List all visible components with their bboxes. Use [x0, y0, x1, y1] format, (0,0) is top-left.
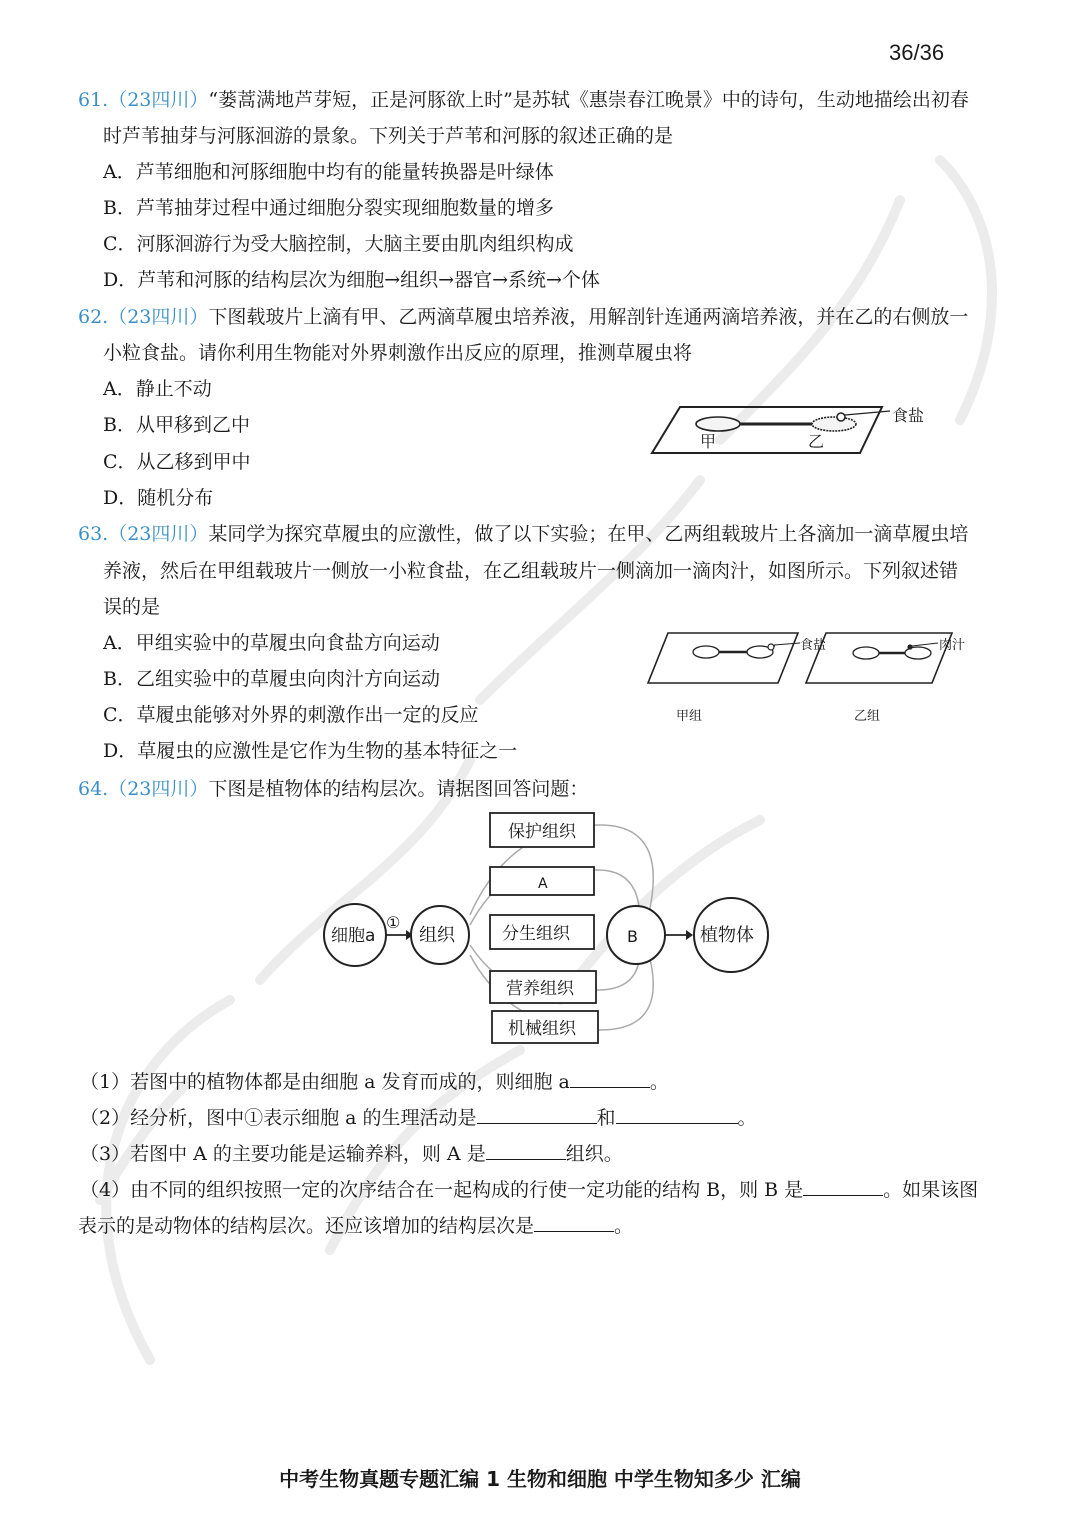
- juice-leader: [912, 643, 938, 646]
- q64-part4-blank2[interactable]: [534, 1213, 614, 1232]
- q63-option-c: C．草履虫能够对外界的刺激作出一定的反应: [103, 704, 479, 726]
- plant-structure-diagram: [310, 805, 780, 1055]
- page-number: 36/36: [889, 40, 945, 65]
- q62-slide-figure: [640, 395, 940, 465]
- q64-stem-line: [78, 777, 588, 801]
- q62-option-d: D．随机分布: [103, 487, 214, 509]
- q61-source: （23四川）: [108, 89, 209, 111]
- q61-number: 61.: [78, 89, 109, 111]
- q62-stem-line2: 小粒食盐。请你利用生物能对外界刺激作出反应的原理，推测草履虫将: [103, 342, 693, 364]
- q63-stem-text: 某同学为探究草履虫的应激性，做了以下实验；在甲、乙两组载玻片上各滴加一滴草履虫培: [208, 523, 969, 545]
- q64-part4-blank1[interactable]: [803, 1177, 883, 1196]
- mechanical-tissue-label: 机械组织: [508, 1019, 576, 1039]
- q64-part3-blank[interactable]: [486, 1141, 566, 1160]
- meat-juice-drop: [907, 644, 912, 649]
- salt-label: 食盐: [892, 406, 925, 425]
- group-b-label: 乙组: [854, 709, 881, 724]
- drop-b-left: [853, 647, 879, 659]
- drop-a-left: [693, 646, 719, 658]
- q64-part2-and: 和: [596, 1107, 616, 1129]
- b-label: B: [627, 927, 638, 946]
- q61-stem-line2: 时芦苇抽芽与河豚洄游的景象。下列关于芦苇和河豚的叙述正确的是: [103, 125, 674, 147]
- page-footer: 中考生物真题专题汇编 1 生物和细胞 中学生物知多少 汇编: [279, 1467, 801, 1491]
- juice-label: 肉汁: [939, 638, 966, 653]
- cell-a-label: 细胞a: [331, 926, 376, 946]
- q61-stem-text: “蒌蒿满地芦芽短，正是河豚欲上时”是苏轼《惠崇春江晚景》中的诗句，生动地描绘出初春: [208, 89, 969, 111]
- salt-grain-a: [768, 644, 774, 650]
- q64-part1-text: （1）若图中的植物体都是由细胞 a 发育而成的，则细胞 a: [80, 1071, 570, 1093]
- q64-part4-text-b: 。如果该图: [883, 1179, 979, 1201]
- q64-stem-text: 下图是植物体的结构层次。请据图回答问题：: [208, 778, 589, 800]
- q62-number: 62.: [78, 306, 109, 328]
- box-a-label: A: [538, 876, 548, 892]
- q64-part4-text: （4）由不同的组织按照一定的次序结合在一起构成的行使一定功能的结构 B，则 B 是: [80, 1179, 804, 1201]
- q64-part1-blank[interactable]: [570, 1069, 650, 1088]
- q63-option-d: D．草履虫的应激性是它作为生物的基本特征之一: [103, 740, 518, 762]
- q64-source: （23四川）: [108, 778, 209, 800]
- q64-number: 64.: [78, 778, 109, 800]
- q64-part2: [80, 1105, 757, 1130]
- q64-part2-text: （2）经分析，图中: [80, 1107, 245, 1129]
- q61-option-c: C．河豚洄游行为受大脑控制，大脑主要由肌肉组织构成: [103, 233, 574, 255]
- q62-option-c: C．从乙移到甲中: [103, 451, 251, 473]
- q64-part4-line2: [78, 1213, 633, 1238]
- q62-source: （23四川）: [108, 306, 209, 328]
- q64-part3-text: （3）若图中 A 的主要功能是运输养料，则 A 是: [80, 1143, 486, 1165]
- q63-slides-figure: [640, 625, 980, 730]
- q62-option-b: B．从甲移到乙中: [103, 414, 250, 436]
- drop-right: [812, 417, 856, 431]
- q61-option-b: B．芦苇抽芽过程中通过细胞分裂实现细胞数量的增多: [103, 197, 554, 219]
- slide-group-b: [806, 633, 952, 683]
- q63-option-b: B．乙组实验中的草履虫向肉汁方向运动: [103, 668, 440, 690]
- q62-stem-text: 下图载玻片上滴有甲、乙两滴草履虫培养液，用解剖针连通两滴培养液，并在乙的右侧放一: [208, 306, 969, 328]
- q63-number: 63.: [78, 523, 109, 545]
- q64-part2-circled-1: ①: [244, 1107, 264, 1129]
- q64-part2-blank1[interactable]: [477, 1105, 597, 1124]
- q64-part4-line1: [80, 1177, 978, 1202]
- q62-stem-line1: [78, 305, 968, 329]
- q64-part4-end: 。: [614, 1215, 634, 1237]
- q63-source: （23四川）: [108, 523, 209, 545]
- step-1-label: ①: [386, 913, 401, 932]
- q64-part2-end: 。: [737, 1107, 757, 1129]
- tissue-label: 组织: [419, 925, 455, 946]
- label-jia: 甲: [700, 432, 717, 451]
- salt-leader-line: [845, 411, 890, 415]
- q63-stem-line2: 养液，然后在甲组载玻片一侧放一小粒食盐，在乙组载玻片一侧滴加一滴肉汁，如图所示。下列叙述错: [103, 560, 959, 582]
- q64-part3: [80, 1141, 623, 1166]
- q61-option-d: D．芦苇和河豚的结构层次为细胞→组织→器官→系统→个体: [103, 269, 600, 291]
- label-yi: 乙: [808, 432, 825, 451]
- q63-stem-line3: 误的是: [103, 596, 161, 618]
- q63-option-a: A．甲组实验中的草履虫向食盐方向运动: [103, 632, 440, 654]
- nutritive-tissue-label: 营养组织: [506, 979, 574, 999]
- q61-option-a: A．芦苇细胞和河豚细胞中均有的能量转换器是叶绿体: [103, 161, 554, 183]
- drop-left: [696, 417, 740, 431]
- q64-part2-blank2[interactable]: [616, 1105, 738, 1124]
- q64-part3-end: 组织。: [565, 1143, 623, 1165]
- q61-stem-line1: [78, 88, 969, 112]
- protective-tissue-label: 保护组织: [508, 822, 576, 842]
- meristem-tissue-label: 分生组织: [502, 924, 570, 944]
- salt-grain: [837, 413, 845, 421]
- group-a-label: 甲组: [676, 709, 703, 724]
- slide-group-a: [648, 633, 798, 683]
- q64-part1-end: 。: [649, 1071, 669, 1093]
- q64-part1: [80, 1069, 669, 1094]
- plant-label: 植物体: [700, 925, 754, 946]
- q64-part4-text-c: 表示的是动物体的结构层次。还应该增加的结构层次是: [78, 1215, 535, 1237]
- q62-option-a: A．静止不动: [103, 378, 212, 400]
- q64-part2-text-b: 表示细胞 a 的生理活动是: [263, 1107, 477, 1129]
- q63-stem-line1: [78, 522, 968, 546]
- salt-label-a: 食盐: [800, 638, 827, 653]
